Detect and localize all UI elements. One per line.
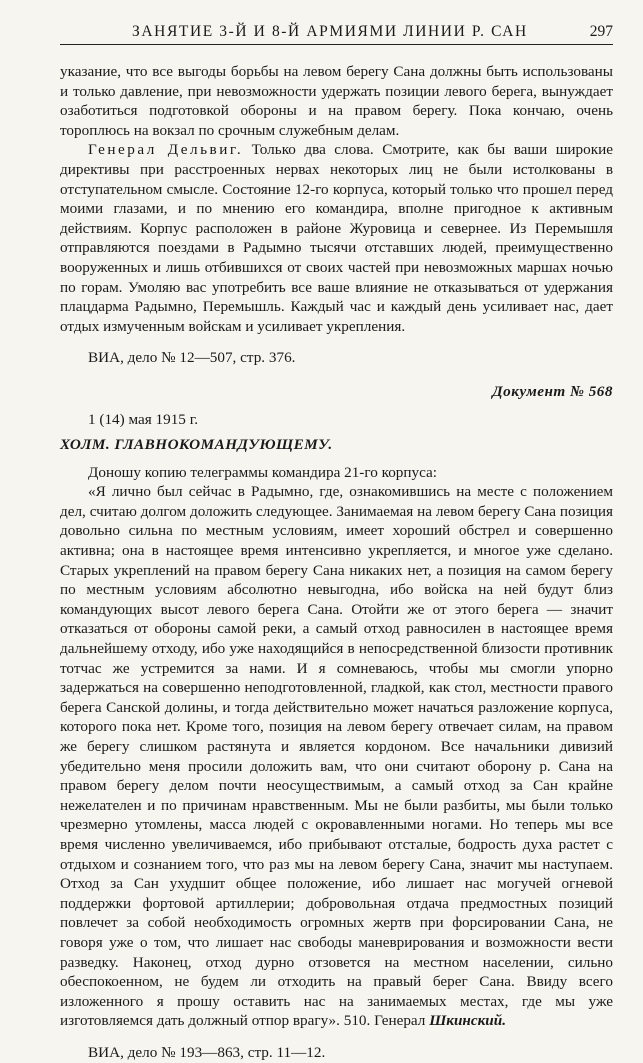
archive-reference-1: ВИА, дело № 12—507, стр. 376. [88,349,296,367]
document-number: Документ № 568 [492,382,613,400]
paragraph-delvig [60,140,613,336]
page-body [60,62,613,1063]
running-header [60,16,613,45]
telegram-body: «Я лично был сейчас в Радымно, где, ознакомившись на месте с положением дел, считаю долгом доложить следующее. Занимаемая на левом берегу Сана позиция довольно сильна по местным условиям, имеет хороший обстрел и совершенно активна; она в настоящее время интенсивно укрепляется, и многое уже сделано. Старых укреплений на правом берегу Сана никаких нет, а позиция на самом берегу по местным условиям абсолютно невыгодна, ибо войска на ней будут близ командующих высот левого берега Сана. Отойти же от этого берега — значит отказаться от обороны самой реки, а самый отход равносилен в настоящее время дальнейшему отходу, ибо уже находящийся в непосредственной близости противник тотчас же устремится за нами. И я сомневаюсь, чтобы мы смогли упорно задержаться на совершенно неподготовленной, гладкой, как стол, местности правого берега Санской долины, и тогда действительно может начаться разложение корпуса, которого пока нет. Кроме того, позиция на левом берегу отвечает силам, на правом же берегу слишком растянута и является кордоном. Все начальники дивизий убедительно меня просили доложить вам, что они считают оборону р. Сана на правом берегу делом почти неосуществимым, а самый отход за Сан крайне нежелателен и по причинам нравственным. Мы не были разбиты, мы были только чрезмерно утомлены, масса людей с окровавленными ногами. Но теперь мы все время численно увеличиваемся, ибо прибывают отсталые, бодрость духа растет с отдыхом и сознанием того, что раз мы на левом берегу Сана, значит мы наступаем. Отход за Сан ухудшит общее положение, ибо лишает нас могучей огневой поддержки фортовой артиллерии; добровольная отдача предмостных позиций повлечет за собой необходимость огромных жертв при форсировании Сана, не говоря уже о том, что лишает нас свободы маневрирования и возможности вести разведку. Наконец, отход дурно отзовется на местном населении, сильно обеспокоенном, не будем ли отходить на правый берег Сана. Ввиду всего изложенного я прошу оставить нас на занимаемых местах, где мы уже изготовляемся дать должный отпор врагу». 510. Генерал [60,483,613,1030]
telegram-text [60,482,613,1031]
page-number: 297 [589,23,613,40]
paragraph-continued: указание, что все выгоды борьбы на левом берегу Сана должны быть использованы и только давление, при невозможности удержать позиции левого берега, вынуждает озаботиться подготовкой обороны и на правом берегу. Пока кончаю, очень тороплюсь на вокзал по срочным служебным делам. [60,63,613,139]
speaker-text: Только два слова. Смотрите, как бы ваши широкие директивы при расстроенных нервах некоторых лиц не были истолкованы в отступательном смысле. Состояние 12-го корпуса, который только что прошел перед моими глазами, и по мнению его командира, вполне пригодное к активным действиям. Корпус расположен в районе Журовица и севернее. Из Перемышля отправляются поездами в Радымно тысячи отставших людей, преимущественно вооруженных и лишь отбившихся от своих частей при невозможных маршах ночью по горам. Умоляю вас употребить все ваше влияние не отказываться от удержания плацдарма Радымно, Перемышль. Каждый час и каждый день усиливает нас, дает отдых измученным войскам и усиливает укрепления. [60,141,613,335]
document-date: 1 (14) мая 1915 г. [88,410,199,428]
speaker-name: Генерал Дельвиг. [88,141,244,159]
archive-reference-2: ВИА, дело № 193—863, стр. 11—12. [88,1043,326,1061]
signature-name: Шкинский. [429,1012,506,1030]
report-intro: Доношу копию телеграммы командира 21-го корпуса: [88,463,438,481]
document-heading: ХОЛМ. ГЛАВНОКОМАНДУЮЩЕМУ. [60,436,333,454]
running-title: ЗАНЯТИЕ 3-Й И 8-Й АРМИЯМИ ЛИНИИ Р. САН [132,23,528,40]
